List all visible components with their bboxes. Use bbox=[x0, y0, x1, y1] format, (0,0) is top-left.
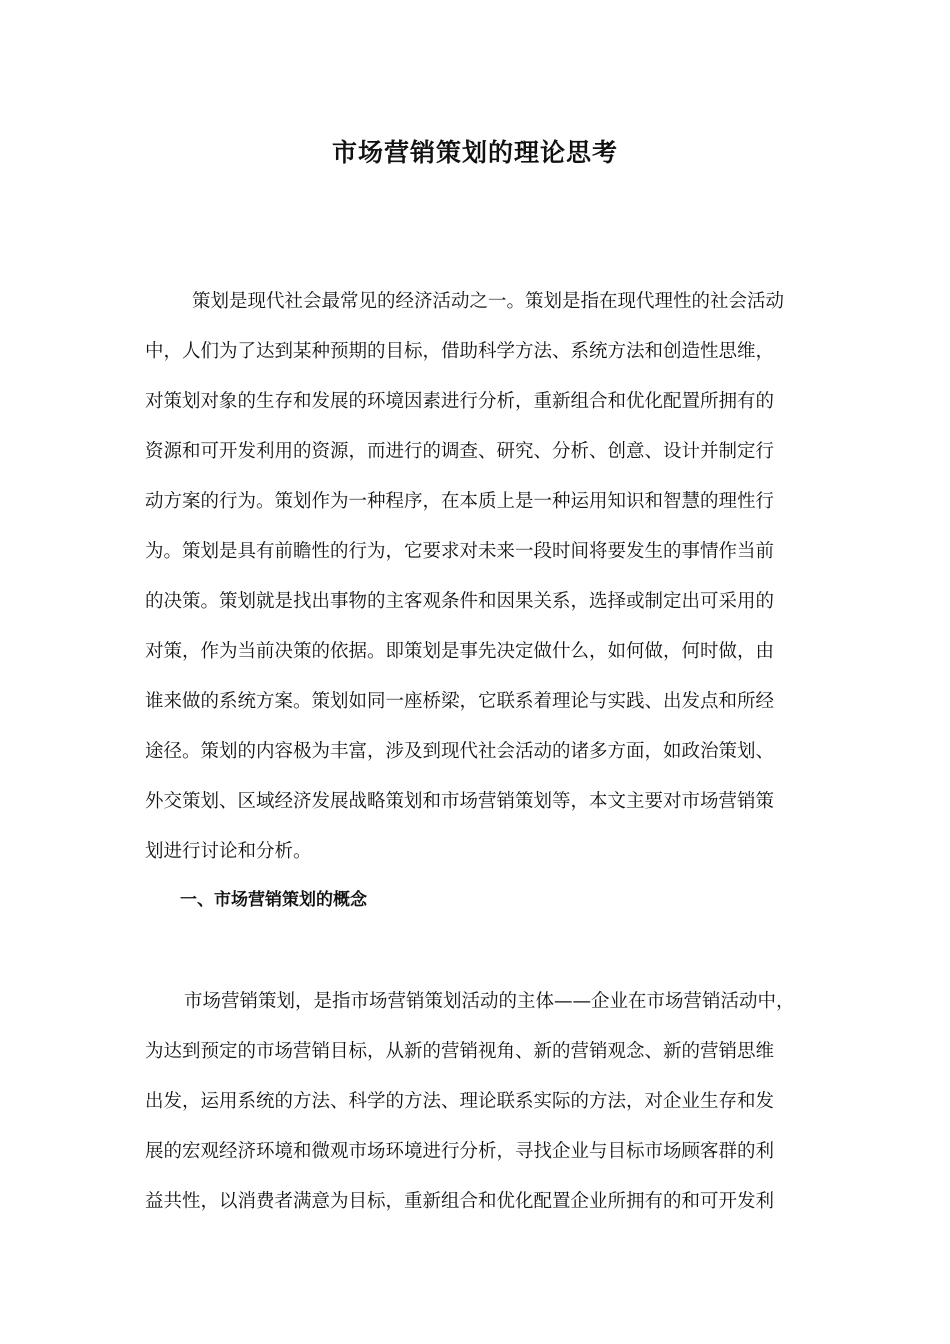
paragraph-1-line: 资源和可开发利用的资源，而进行的调查、研究、分析、创意、设计并制定行 bbox=[145, 441, 775, 462]
paragraph-1-line: 谁来做的系统方案。策划如同一座桥梁，它联系着理论与实践、出发点和所经 bbox=[145, 691, 775, 712]
paragraph-1-line: 对策，作为当前决策的依据。即策划是事先决定做什么，如何做，何时做，由 bbox=[145, 641, 775, 662]
paragraph-1-line: 的决策。策划就是找出事物的主客观条件和因果关系，选择或制定出可采用的 bbox=[145, 591, 775, 612]
paragraph-2-line: 益共性，以消费者满意为目标，重新组合和优化配置企业所拥有的和可开发利 bbox=[145, 1191, 775, 1212]
paragraph-1-line: 途径。策划的内容极为丰富，涉及到现代社会活动的诸多方面，如政治策划、 bbox=[145, 741, 775, 762]
paragraph-2-line: 市场营销策划，是指市场营销策划活动的主体——企业在市场营销活动中， bbox=[184, 991, 795, 1012]
paragraph-1-line: 策划是现代社会最常见的经济活动之一。策划是指在现代理性的社会活动 bbox=[192, 291, 785, 312]
section-1-heading: 一、市场营销策划的概念 bbox=[180, 890, 367, 910]
paragraph-1-line: 对策划对象的生存和发展的环境因素进行分析，重新组合和优化配置所拥有的 bbox=[145, 391, 775, 412]
paragraph-1-line: 动方案的行为。策划作为一种程序，在本质上是一种运用知识和智慧的理性行 bbox=[145, 491, 775, 512]
paragraph-1-line: 为。策划是具有前瞻性的行为，它要求对未来一段时间将要发生的事情作当前 bbox=[145, 541, 775, 562]
document-title: 市场营销策划的理论思考 bbox=[331, 138, 618, 167]
paragraph-1-line: 外交策划、区域经济发展战略策划和市场营销策划等，本文主要对市场营销策 bbox=[145, 791, 775, 812]
paragraph-2-line: 出发，运用系统的方法、科学的方法、理论联系实际的方法，对企业生存和发 bbox=[145, 1091, 775, 1112]
paragraph-2-line: 展的宏观经济环境和微观市场环境进行分析，寻找企业与目标市场顾客群的利 bbox=[145, 1141, 775, 1162]
paragraph-1-line: 划进行讨论和分析。 bbox=[145, 841, 312, 862]
paragraph-2-line: 为达到预定的市场营销目标，从新的营销视角、新的营销观念、新的营销思维 bbox=[145, 1041, 775, 1062]
paragraph-1-line: 中，人们为了达到某种预期的目标，借助科学方法、系统方法和创造性思维， bbox=[145, 341, 775, 362]
